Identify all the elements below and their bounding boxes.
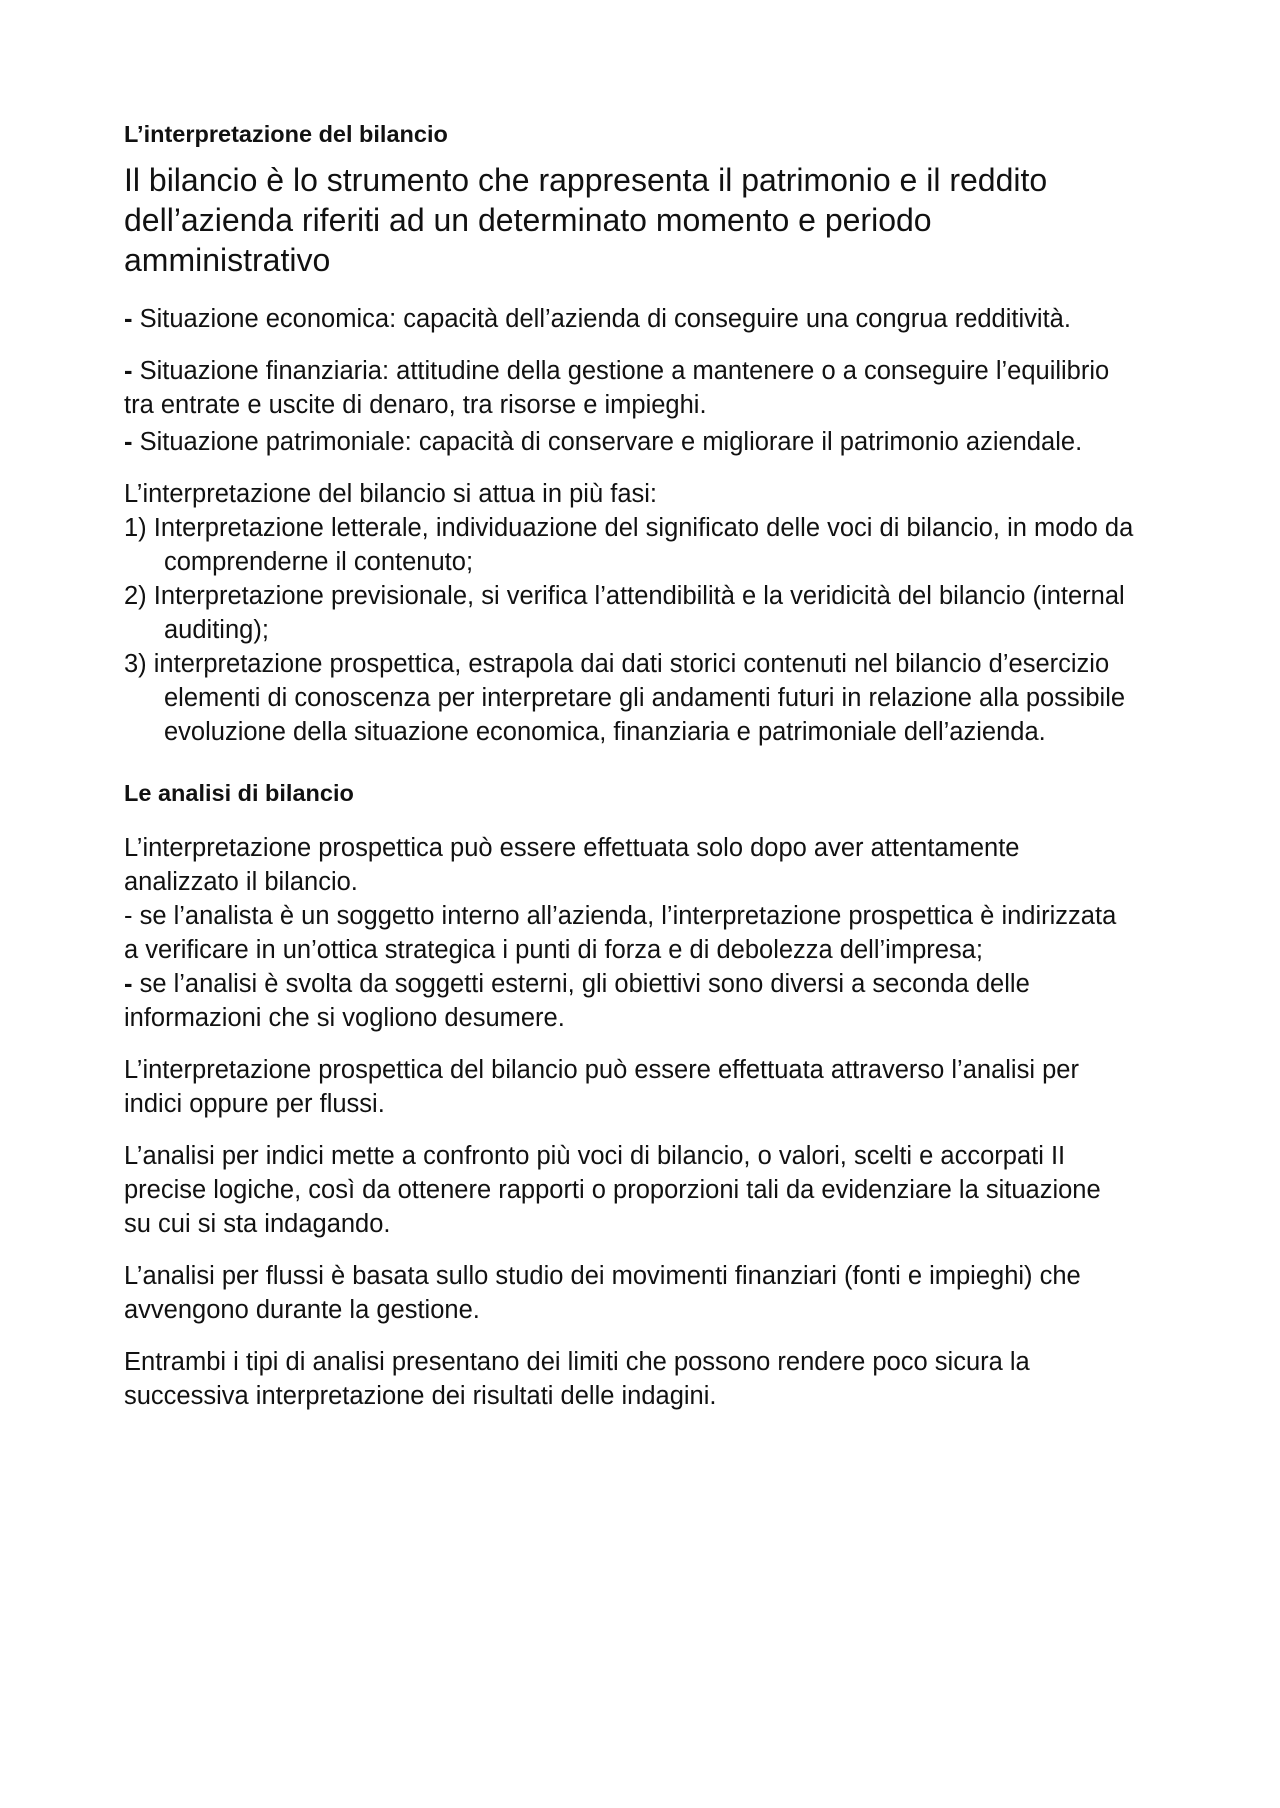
analista-esterno-text: se l’analisi è svolta da soggetti esterni, gli obiettivi sono diversi a seconda delle informazioni che si vogliono desumere. xyxy=(124,970,1030,1032)
limiti-analisi: Entrambi i tipi di analisi presentano dei limiti che possono rendere poco sicura la successiva interpretazione dei risultati delle indagini. xyxy=(124,1348,1030,1410)
situazione-text: Situazione patrimoniale: capacità di conservare e migliorare il patrimonio aziendale. xyxy=(132,428,1083,456)
section-title-interpretazione: L’interpretazione del bilancio xyxy=(124,121,448,147)
dash-bullet: - xyxy=(124,305,133,333)
section-title-analisi: Le analisi di bilancio xyxy=(124,780,354,806)
list-item: 2) Interpretazione previsionale, si verifica l’attendibilità e la veridicità del bilancio (internal auditing); xyxy=(124,582,1125,644)
situazione-text: Situazione economica: capacità dell’azienda di conseguire una congrua redditività. xyxy=(132,305,1071,333)
situazione-finanziaria xyxy=(124,354,1134,422)
indici-flussi: L’interpretazione prospettica del bilancio può essere effettuata attraverso l’analisi per indici oppure per flussi. xyxy=(124,1056,1079,1118)
list-item: 3) interpretazione prospettica, estrapola dai dati storici contenuti nel bilancio d’esercizio elementi di conoscenza per interpretare gli andamenti futuri in relazione alla possibile evoluzione della situazione economica, finanziaria e patrimoniale dell’azienda. xyxy=(124,650,1126,746)
dash-bullet: - xyxy=(124,970,133,998)
analista-esterno xyxy=(124,967,1134,1035)
document-page xyxy=(124,118,1134,1413)
dash-bullet: - xyxy=(124,428,133,456)
fasi-list xyxy=(124,511,1134,749)
list-item: 1) Interpretazione letterale, individuazione del significato delle voci di bilancio, in modo da comprenderne il contenuto; xyxy=(124,514,1134,576)
analisi-indici: L’analisi per indici mette a confronto più voci di bilancio, o valori, scelti e accorpati II precise logiche, così da ottenere rapporti o proporzioni tali da evidenziare la situazione su cui si sta indagando. xyxy=(124,1142,1101,1238)
lead-paragraph: Il bilancio è lo strumento che rappresenta il patrimonio e il reddito dell’azienda riferiti ad un determinato momento e periodo amministrativo xyxy=(124,162,1048,278)
analista-interno: - se l’analista è un soggetto interno all’azienda, l’interpretazione prospettica è indirizzata a verificare in un’ottica strategica i punti di forza e di debolezza dell’impresa; xyxy=(124,902,1117,964)
situazione-economica xyxy=(124,302,1134,336)
situazione-text: Situazione finanziaria: attitudine della gestione a mantenere o a conseguire l’equilibrio tra entrate e uscite di denaro, tra risorse e impieghi. xyxy=(124,357,1110,419)
analisi-intro: L’interpretazione prospettica può essere effettuata solo dopo aver attentamente analizzato il bilancio. xyxy=(124,834,1020,896)
dash-bullet: - xyxy=(124,357,133,385)
analisi-flussi: L’analisi per flussi è basata sullo studio dei movimenti finanziari (fonti e impieghi) che avvengono durante la gestione. xyxy=(124,1262,1081,1324)
situazione-patrimoniale xyxy=(124,425,1134,459)
fasi-intro: L’interpretazione del bilancio si attua in più fasi: xyxy=(124,480,657,508)
